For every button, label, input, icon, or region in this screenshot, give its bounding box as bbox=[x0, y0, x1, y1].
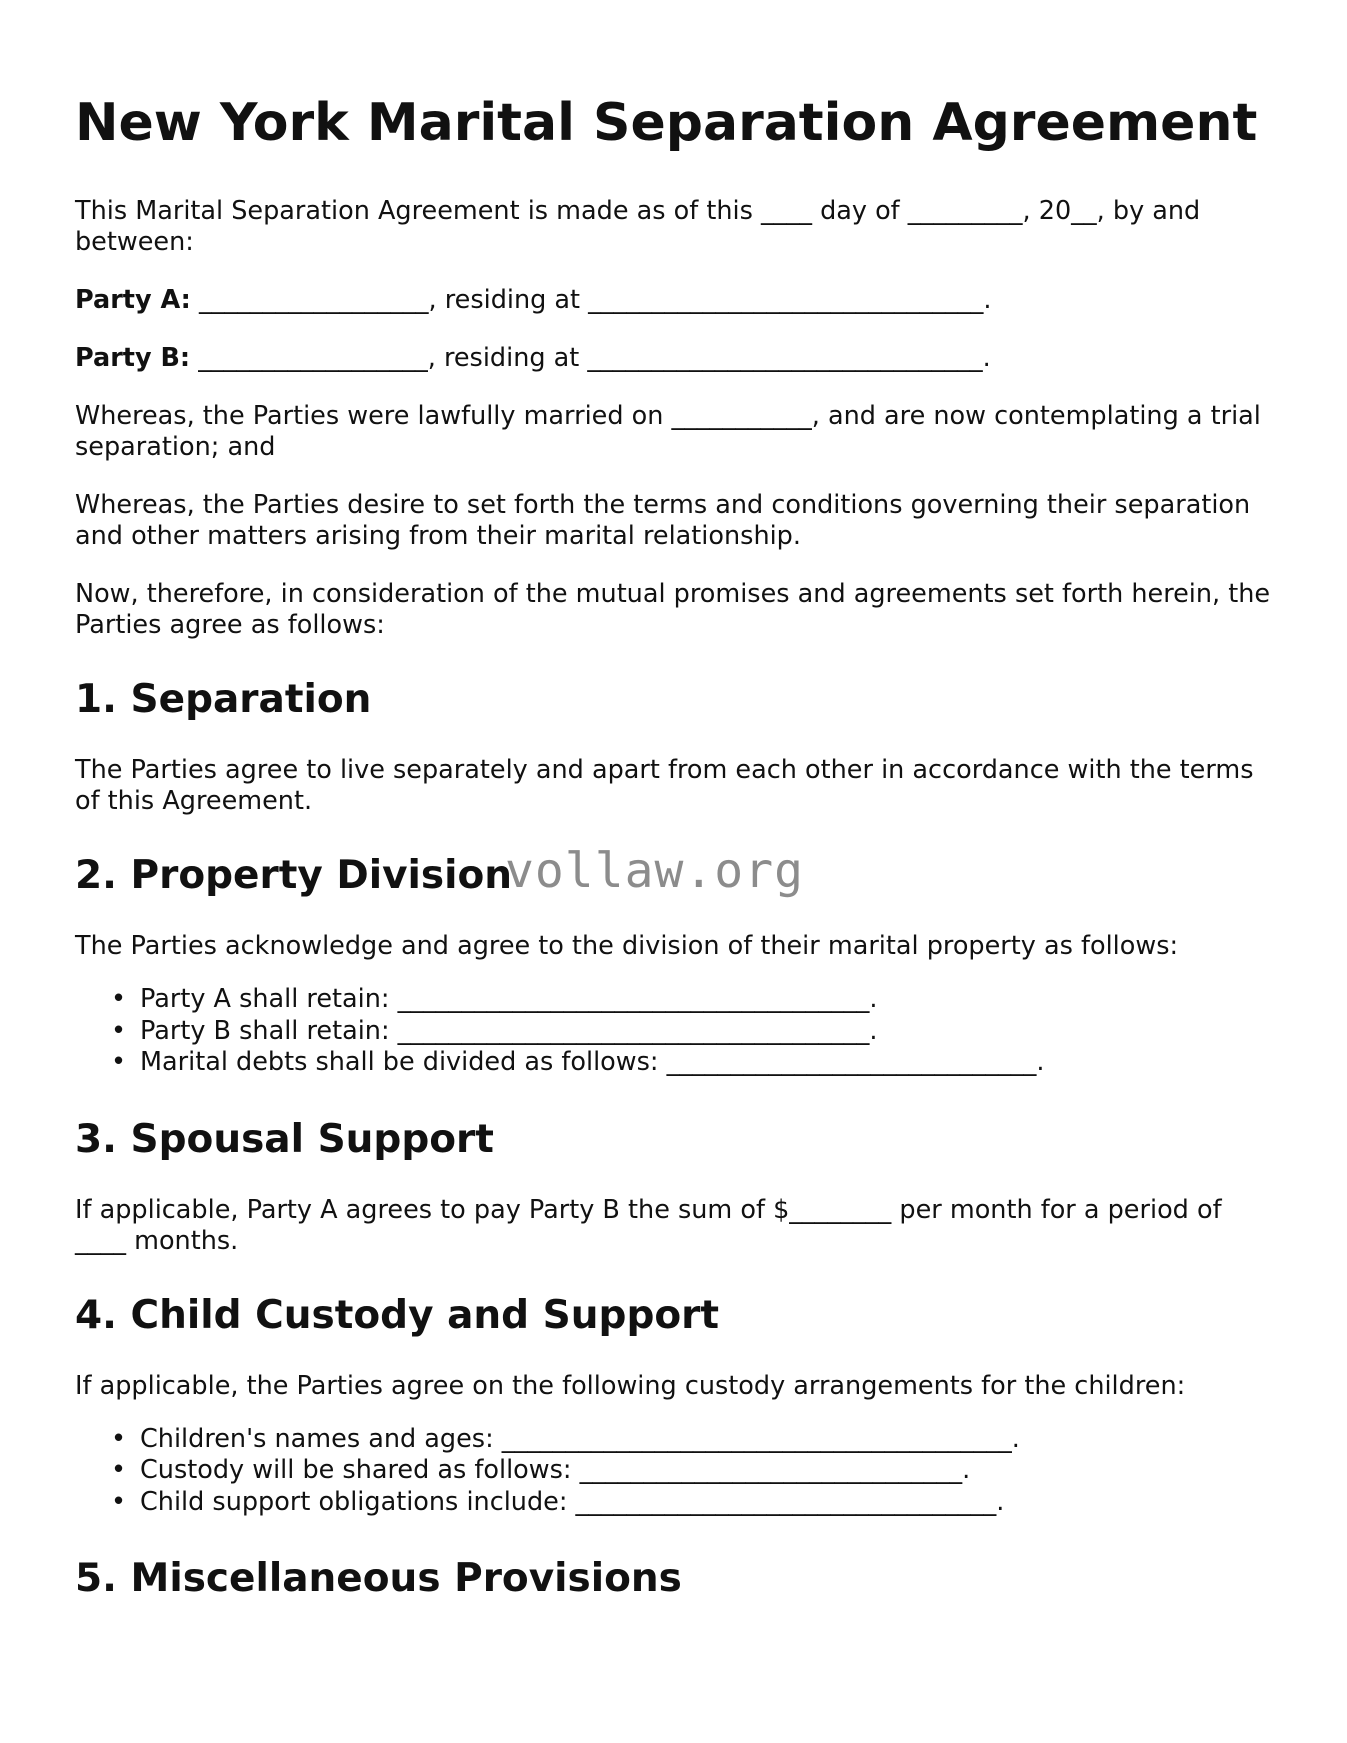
section-body-property: The Parties acknowledge and agree to the division of their marital property as follows: bbox=[75, 931, 1179, 961]
party-a-line bbox=[75, 285, 1275, 316]
list-item: • Child support obligations include: _________________________________. bbox=[111, 1486, 1005, 1517]
property-list bbox=[75, 984, 1275, 1079]
section-body-child-custody: If applicable, the Parties agree on the following custody arrangements for the children: bbox=[75, 1370, 1186, 1401]
whereas-married-paragraph: Whereas, the Parties were lawfully married on ___________, and are now contemplating a trial separation; and bbox=[75, 401, 1261, 462]
list-item: • Party B shall retain: _____________________________________. bbox=[111, 1015, 878, 1046]
list-item: • Children's names and ages: ________________________________________. bbox=[111, 1423, 1020, 1454]
list-item: • Marital debts shall be divided as follows: _____________________________. bbox=[111, 1047, 1045, 1077]
intro-paragraph: This Marital Separation Agreement is made as of this ____ day of _________, 20__, by and between: bbox=[75, 196, 1201, 257]
watermark: vollaw.org bbox=[505, 843, 804, 899]
bullet-icon: • bbox=[111, 1423, 127, 1454]
section-heading-separation: 1. Separation bbox=[75, 677, 372, 722]
party-b-label: Party B: bbox=[75, 343, 191, 373]
now-therefore-paragraph: Now, therefore, in consideration of the mutual promises and agreements set forth herein, the Parties agree as follows: bbox=[75, 579, 1271, 640]
bullet-icon: • bbox=[111, 984, 127, 1014]
document-title: New York Marital Separation Agreement bbox=[75, 93, 1258, 153]
bullet-icon: • bbox=[111, 1015, 127, 1046]
bullet-icon: • bbox=[111, 1047, 127, 1077]
section-heading-child-custody: 4. Child Custody and Support bbox=[75, 1292, 720, 1338]
party-b-line bbox=[75, 343, 1275, 374]
bullet-icon: • bbox=[111, 1455, 127, 1485]
party-b-text: __________________, residing at _______________________________. bbox=[190, 343, 991, 373]
list-item: • Party A shall retain: _____________________________________. bbox=[111, 984, 878, 1014]
section-body-separation: The Parties agree to live separately and apart from each other in accordance with the terms of this Agreement. bbox=[75, 755, 1254, 816]
section-body-spousal-support: If applicable, Party A agrees to pay Party B the sum of $________ per month for a period of ____ months. bbox=[75, 1194, 1222, 1256]
party-a-label: Party A: bbox=[75, 285, 191, 315]
section-heading-misc: 5. Miscellaneous Provisions bbox=[75, 1556, 682, 1601]
section-heading-spousal-support: 3. Spousal Support bbox=[75, 1116, 494, 1162]
section-heading-property: 2. Property Division bbox=[75, 853, 513, 898]
list-item: • Custody will be shared as follows: ______________________________. bbox=[111, 1455, 971, 1485]
party-a-text: __________________, residing at _______________________________. bbox=[190, 285, 992, 315]
bullet-icon: • bbox=[111, 1486, 127, 1517]
whereas-terms-paragraph: Whereas, the Parties desire to set forth the terms and conditions governing their separation and other matters arising from their marital relationship. bbox=[75, 490, 1251, 551]
custody-list bbox=[75, 1424, 1275, 1519]
